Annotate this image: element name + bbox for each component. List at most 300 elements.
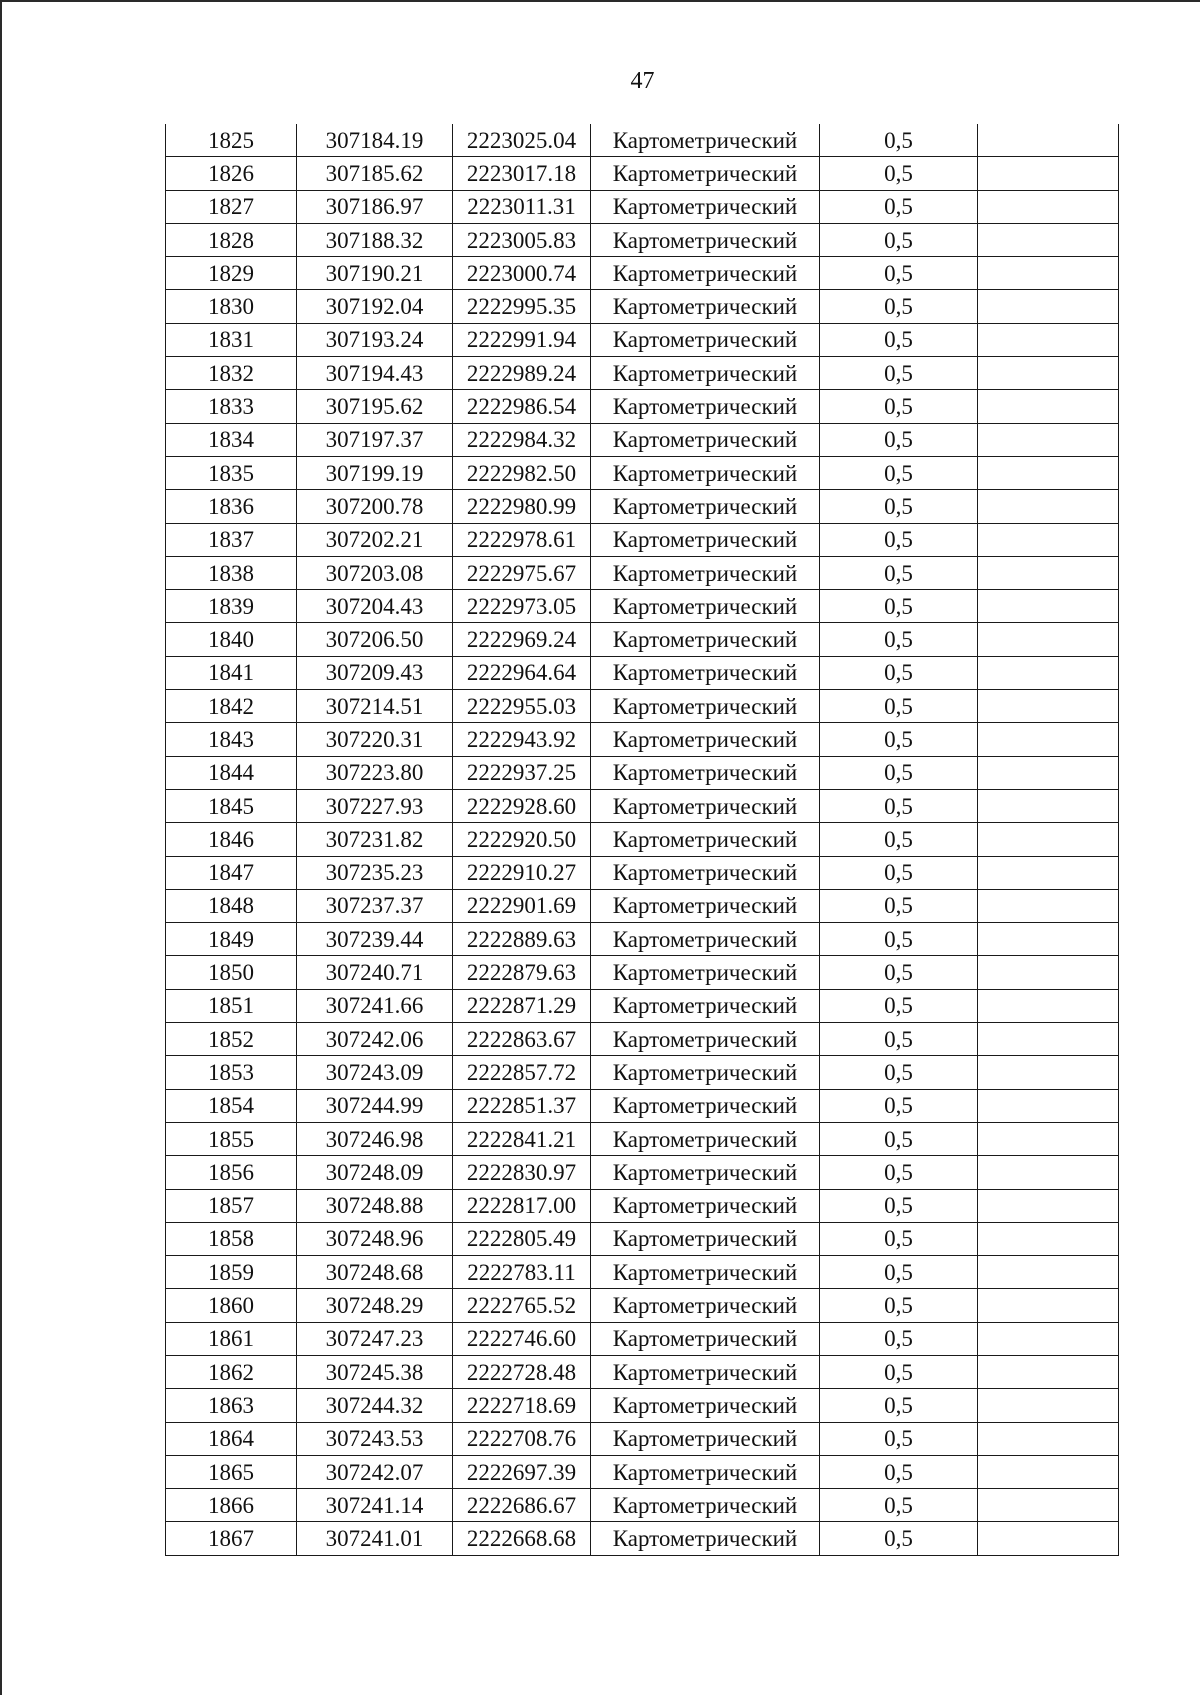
x-coordinate-cell: 307206.50 <box>297 623 453 656</box>
x-coordinate-cell: 307244.32 <box>297 1389 453 1422</box>
x-coordinate-cell: 307200.78 <box>297 490 453 523</box>
y-coordinate-cell: 2222851.37 <box>453 1089 591 1122</box>
accuracy-cell: 0,5 <box>820 523 978 556</box>
method-cell: Картометрический <box>591 1023 820 1056</box>
method-cell: Картометрический <box>591 1455 820 1488</box>
y-coordinate-cell: 2222857.72 <box>453 1056 591 1089</box>
accuracy-cell: 0,5 <box>820 656 978 689</box>
table-row <box>166 357 1119 390</box>
point-number-cell: 1855 <box>166 1122 297 1155</box>
method-cell: Картометрический <box>591 923 820 956</box>
accuracy-cell: 0,5 <box>820 1122 978 1155</box>
y-coordinate-cell: 2223000.74 <box>453 257 591 290</box>
y-coordinate-cell: 2222980.99 <box>453 490 591 523</box>
table-row <box>166 1289 1119 1322</box>
table-row <box>166 656 1119 689</box>
method-cell: Картометрический <box>591 656 820 689</box>
method-cell: Картометрический <box>591 1322 820 1355</box>
method-cell: Картометрический <box>591 223 820 256</box>
point-number-cell: 1863 <box>166 1389 297 1422</box>
x-coordinate-cell: 307190.21 <box>297 257 453 290</box>
table-row <box>166 323 1119 356</box>
x-coordinate-cell: 307239.44 <box>297 923 453 956</box>
table-row <box>166 856 1119 889</box>
y-coordinate-cell: 2222686.67 <box>453 1489 591 1522</box>
method-cell: Картометрический <box>591 423 820 456</box>
table-row <box>166 756 1119 789</box>
y-coordinate-cell: 2222889.63 <box>453 923 591 956</box>
point-number-cell: 1867 <box>166 1522 297 1555</box>
coordinates-table <box>165 124 1119 1556</box>
method-cell: Картометрический <box>591 1389 820 1422</box>
y-coordinate-cell: 2222863.67 <box>453 1023 591 1056</box>
accuracy-cell: 0,5 <box>820 723 978 756</box>
accuracy-cell: 0,5 <box>820 1455 978 1488</box>
note-cell <box>978 423 1119 456</box>
coordinates-table-body <box>166 124 1119 1555</box>
y-coordinate-cell: 2222975.67 <box>453 556 591 589</box>
note-cell <box>978 1023 1119 1056</box>
note-cell <box>978 523 1119 556</box>
method-cell: Картометрический <box>591 323 820 356</box>
y-coordinate-cell: 2222955.03 <box>453 690 591 723</box>
accuracy-cell: 0,5 <box>820 190 978 223</box>
accuracy-cell: 0,5 <box>820 1489 978 1522</box>
x-coordinate-cell: 307244.99 <box>297 1089 453 1122</box>
accuracy-cell: 0,5 <box>820 456 978 489</box>
point-number-cell: 1829 <box>166 257 297 290</box>
note-cell <box>978 590 1119 623</box>
point-number-cell: 1849 <box>166 923 297 956</box>
accuracy-cell: 0,5 <box>820 1389 978 1422</box>
method-cell: Картометрический <box>591 1122 820 1155</box>
x-coordinate-cell: 307202.21 <box>297 523 453 556</box>
point-number-cell: 1850 <box>166 956 297 989</box>
note-cell <box>978 1056 1119 1089</box>
point-number-cell: 1833 <box>166 390 297 423</box>
x-coordinate-cell: 307243.53 <box>297 1422 453 1455</box>
method-cell: Картометрический <box>591 756 820 789</box>
method-cell: Картометрический <box>591 523 820 556</box>
method-cell: Картометрический <box>591 390 820 423</box>
point-number-cell: 1834 <box>166 423 297 456</box>
note-cell <box>978 357 1119 390</box>
method-cell: Картометрический <box>591 856 820 889</box>
accuracy-cell: 0,5 <box>820 823 978 856</box>
point-number-cell: 1828 <box>166 223 297 256</box>
x-coordinate-cell: 307223.80 <box>297 756 453 789</box>
accuracy-cell: 0,5 <box>820 989 978 1022</box>
point-number-cell: 1846 <box>166 823 297 856</box>
table-row <box>166 623 1119 656</box>
note-cell <box>978 124 1119 157</box>
accuracy-cell: 0,5 <box>820 1289 978 1322</box>
point-number-cell: 1857 <box>166 1189 297 1222</box>
table-row <box>166 723 1119 756</box>
table-row <box>166 923 1119 956</box>
point-number-cell: 1840 <box>166 623 297 656</box>
y-coordinate-cell: 2223011.31 <box>453 190 591 223</box>
method-cell: Картометрический <box>591 157 820 190</box>
method-cell: Картометрический <box>591 956 820 989</box>
note-cell <box>978 856 1119 889</box>
note-cell <box>978 1189 1119 1222</box>
point-number-cell: 1862 <box>166 1355 297 1388</box>
method-cell: Картометрический <box>591 789 820 822</box>
x-coordinate-cell: 307240.71 <box>297 956 453 989</box>
accuracy-cell: 0,5 <box>820 290 978 323</box>
point-number-cell: 1830 <box>166 290 297 323</box>
note-cell <box>978 456 1119 489</box>
method-cell: Картометрический <box>591 1089 820 1122</box>
note-cell <box>978 290 1119 323</box>
x-coordinate-cell: 307227.93 <box>297 789 453 822</box>
accuracy-cell: 0,5 <box>820 1023 978 1056</box>
accuracy-cell: 0,5 <box>820 357 978 390</box>
accuracy-cell: 0,5 <box>820 789 978 822</box>
x-coordinate-cell: 307248.29 <box>297 1289 453 1322</box>
table-row <box>166 390 1119 423</box>
table-row <box>166 157 1119 190</box>
method-cell: Картометрический <box>591 889 820 922</box>
note-cell <box>978 157 1119 190</box>
method-cell: Картометрический <box>591 623 820 656</box>
method-cell: Картометрический <box>591 357 820 390</box>
accuracy-cell: 0,5 <box>820 690 978 723</box>
y-coordinate-cell: 2222746.60 <box>453 1322 591 1355</box>
note-cell <box>978 1455 1119 1488</box>
x-coordinate-cell: 307184.19 <box>297 124 453 157</box>
note-cell <box>978 956 1119 989</box>
y-coordinate-cell: 2222991.94 <box>453 323 591 356</box>
x-coordinate-cell: 307241.66 <box>297 989 453 1022</box>
method-cell: Картометрический <box>591 1222 820 1255</box>
y-coordinate-cell: 2222995.35 <box>453 290 591 323</box>
point-number-cell: 1856 <box>166 1156 297 1189</box>
table-row <box>166 1389 1119 1422</box>
table-row <box>166 956 1119 989</box>
x-coordinate-cell: 307199.19 <box>297 456 453 489</box>
method-cell: Картометрический <box>591 1256 820 1289</box>
table-row <box>166 1189 1119 1222</box>
point-number-cell: 1826 <box>166 157 297 190</box>
table-row <box>166 423 1119 456</box>
note-cell <box>978 656 1119 689</box>
note-cell <box>978 323 1119 356</box>
y-coordinate-cell: 2222937.25 <box>453 756 591 789</box>
y-coordinate-cell: 2222830.97 <box>453 1156 591 1189</box>
accuracy-cell: 0,5 <box>820 1522 978 1555</box>
table-row <box>166 1322 1119 1355</box>
x-coordinate-cell: 307185.62 <box>297 157 453 190</box>
page-number: 47 <box>630 68 655 94</box>
x-coordinate-cell: 307241.14 <box>297 1489 453 1522</box>
method-cell: Картометрический <box>591 1289 820 1322</box>
table-row <box>166 456 1119 489</box>
table-row <box>166 1455 1119 1488</box>
point-number-cell: 1831 <box>166 323 297 356</box>
x-coordinate-cell: 307248.09 <box>297 1156 453 1189</box>
point-number-cell: 1851 <box>166 989 297 1022</box>
accuracy-cell: 0,5 <box>820 1322 978 1355</box>
x-coordinate-cell: 307193.24 <box>297 323 453 356</box>
table-row <box>166 556 1119 589</box>
table-row <box>166 1355 1119 1388</box>
note-cell <box>978 490 1119 523</box>
y-coordinate-cell: 2222817.00 <box>453 1189 591 1222</box>
y-coordinate-cell: 2222973.05 <box>453 590 591 623</box>
note-cell <box>978 1522 1119 1555</box>
table-row <box>166 523 1119 556</box>
method-cell: Картометрический <box>591 190 820 223</box>
note-cell <box>978 989 1119 1022</box>
table-row <box>166 1089 1119 1122</box>
y-coordinate-cell: 2223017.18 <box>453 157 591 190</box>
accuracy-cell: 0,5 <box>820 1189 978 1222</box>
method-cell: Картометрический <box>591 1489 820 1522</box>
scan-edge-top <box>0 0 1200 2</box>
note-cell <box>978 1355 1119 1388</box>
x-coordinate-cell: 307197.37 <box>297 423 453 456</box>
y-coordinate-cell: 2222765.52 <box>453 1289 591 1322</box>
y-coordinate-cell: 2222986.54 <box>453 390 591 423</box>
accuracy-cell: 0,5 <box>820 590 978 623</box>
table-row <box>166 223 1119 256</box>
point-number-cell: 1853 <box>166 1056 297 1089</box>
x-coordinate-cell: 307203.08 <box>297 556 453 589</box>
point-number-cell: 1860 <box>166 1289 297 1322</box>
point-number-cell: 1865 <box>166 1455 297 1488</box>
note-cell <box>978 690 1119 723</box>
y-coordinate-cell: 2223025.04 <box>453 124 591 157</box>
table-row <box>166 1256 1119 1289</box>
point-number-cell: 1832 <box>166 357 297 390</box>
method-cell: Картометрический <box>591 1422 820 1455</box>
point-number-cell: 1844 <box>166 756 297 789</box>
accuracy-cell: 0,5 <box>820 124 978 157</box>
point-number-cell: 1838 <box>166 556 297 589</box>
x-coordinate-cell: 307204.43 <box>297 590 453 623</box>
table-row <box>166 1156 1119 1189</box>
x-coordinate-cell: 307231.82 <box>297 823 453 856</box>
accuracy-cell: 0,5 <box>820 490 978 523</box>
point-number-cell: 1825 <box>166 124 297 157</box>
table-row <box>166 1122 1119 1155</box>
note-cell <box>978 823 1119 856</box>
accuracy-cell: 0,5 <box>820 390 978 423</box>
x-coordinate-cell: 307235.23 <box>297 856 453 889</box>
x-coordinate-cell: 307214.51 <box>297 690 453 723</box>
method-cell: Картометрический <box>591 456 820 489</box>
y-coordinate-cell: 2222708.76 <box>453 1422 591 1455</box>
y-coordinate-cell: 2222871.29 <box>453 989 591 1022</box>
note-cell <box>978 1222 1119 1255</box>
x-coordinate-cell: 307194.43 <box>297 357 453 390</box>
accuracy-cell: 0,5 <box>820 157 978 190</box>
method-cell: Картометрический <box>591 590 820 623</box>
note-cell <box>978 257 1119 290</box>
note-cell <box>978 390 1119 423</box>
accuracy-cell: 0,5 <box>820 889 978 922</box>
note-cell <box>978 1156 1119 1189</box>
method-cell: Картометрический <box>591 556 820 589</box>
table-row <box>166 1222 1119 1255</box>
table-row <box>166 257 1119 290</box>
accuracy-cell: 0,5 <box>820 1256 978 1289</box>
method-cell: Картометрический <box>591 1355 820 1388</box>
accuracy-cell: 0,5 <box>820 1156 978 1189</box>
accuracy-cell: 0,5 <box>820 623 978 656</box>
y-coordinate-cell: 2222982.50 <box>453 456 591 489</box>
y-coordinate-cell: 2222805.49 <box>453 1222 591 1255</box>
table-row <box>166 490 1119 523</box>
x-coordinate-cell: 307248.88 <box>297 1189 453 1222</box>
y-coordinate-cell: 2222964.64 <box>453 656 591 689</box>
y-coordinate-cell: 2222879.63 <box>453 956 591 989</box>
point-number-cell: 1827 <box>166 190 297 223</box>
method-cell: Картометрический <box>591 1056 820 1089</box>
note-cell <box>978 623 1119 656</box>
x-coordinate-cell: 307241.01 <box>297 1522 453 1555</box>
method-cell: Картометрический <box>591 257 820 290</box>
table-row <box>166 190 1119 223</box>
table-row <box>166 823 1119 856</box>
method-cell: Картометрический <box>591 1522 820 1555</box>
y-coordinate-cell: 2222928.60 <box>453 789 591 822</box>
note-cell <box>978 1256 1119 1289</box>
table-row <box>166 1023 1119 1056</box>
accuracy-cell: 0,5 <box>820 556 978 589</box>
method-cell: Картометрический <box>591 1189 820 1222</box>
x-coordinate-cell: 307242.07 <box>297 1455 453 1488</box>
y-coordinate-cell: 2222978.61 <box>453 523 591 556</box>
table-row <box>166 1522 1119 1555</box>
point-number-cell: 1841 <box>166 656 297 689</box>
point-number-cell: 1845 <box>166 789 297 822</box>
note-cell <box>978 223 1119 256</box>
method-cell: Картометрический <box>591 490 820 523</box>
y-coordinate-cell: 2222783.11 <box>453 1256 591 1289</box>
point-number-cell: 1847 <box>166 856 297 889</box>
point-number-cell: 1837 <box>166 523 297 556</box>
y-coordinate-cell: 2222728.48 <box>453 1355 591 1388</box>
accuracy-cell: 0,5 <box>820 1089 978 1122</box>
accuracy-cell: 0,5 <box>820 257 978 290</box>
note-cell <box>978 556 1119 589</box>
y-coordinate-cell: 2222718.69 <box>453 1389 591 1422</box>
y-coordinate-cell: 2222969.24 <box>453 623 591 656</box>
accuracy-cell: 0,5 <box>820 856 978 889</box>
method-cell: Картометрический <box>591 690 820 723</box>
x-coordinate-cell: 307243.09 <box>297 1056 453 1089</box>
note-cell <box>978 1489 1119 1522</box>
accuracy-cell: 0,5 <box>820 323 978 356</box>
y-coordinate-cell: 2222668.68 <box>453 1522 591 1555</box>
x-coordinate-cell: 307186.97 <box>297 190 453 223</box>
note-cell <box>978 756 1119 789</box>
y-coordinate-cell: 2222989.24 <box>453 357 591 390</box>
table-row <box>166 1422 1119 1455</box>
point-number-cell: 1852 <box>166 1023 297 1056</box>
note-cell <box>978 1322 1119 1355</box>
table-row <box>166 290 1119 323</box>
point-number-cell: 1836 <box>166 490 297 523</box>
table-row <box>166 1489 1119 1522</box>
x-coordinate-cell: 307248.96 <box>297 1222 453 1255</box>
x-coordinate-cell: 307237.37 <box>297 889 453 922</box>
method-cell: Картометрический <box>591 989 820 1022</box>
x-coordinate-cell: 307248.68 <box>297 1256 453 1289</box>
note-cell <box>978 1389 1119 1422</box>
accuracy-cell: 0,5 <box>820 1355 978 1388</box>
table-row <box>166 989 1119 1022</box>
point-number-cell: 1842 <box>166 690 297 723</box>
point-number-cell: 1835 <box>166 456 297 489</box>
point-number-cell: 1864 <box>166 1422 297 1455</box>
note-cell <box>978 1289 1119 1322</box>
note-cell <box>978 1089 1119 1122</box>
point-number-cell: 1843 <box>166 723 297 756</box>
y-coordinate-cell: 2222920.50 <box>453 823 591 856</box>
x-coordinate-cell: 307220.31 <box>297 723 453 756</box>
note-cell <box>978 723 1119 756</box>
x-coordinate-cell: 307242.06 <box>297 1023 453 1056</box>
point-number-cell: 1839 <box>166 590 297 623</box>
method-cell: Картометрический <box>591 1156 820 1189</box>
y-coordinate-cell: 2222841.21 <box>453 1122 591 1155</box>
point-number-cell: 1866 <box>166 1489 297 1522</box>
note-cell <box>978 789 1119 822</box>
x-coordinate-cell: 307195.62 <box>297 390 453 423</box>
point-number-cell: 1861 <box>166 1322 297 1355</box>
accuracy-cell: 0,5 <box>820 756 978 789</box>
accuracy-cell: 0,5 <box>820 956 978 989</box>
y-coordinate-cell: 2222984.32 <box>453 423 591 456</box>
method-cell: Картометрический <box>591 124 820 157</box>
y-coordinate-cell: 2222910.27 <box>453 856 591 889</box>
accuracy-cell: 0,5 <box>820 223 978 256</box>
point-number-cell: 1854 <box>166 1089 297 1122</box>
note-cell <box>978 923 1119 956</box>
note-cell <box>978 190 1119 223</box>
table-row <box>166 789 1119 822</box>
method-cell: Картометрический <box>591 823 820 856</box>
y-coordinate-cell: 2222901.69 <box>453 889 591 922</box>
note-cell <box>978 1122 1119 1155</box>
y-coordinate-cell: 2222943.92 <box>453 723 591 756</box>
method-cell: Картометрический <box>591 723 820 756</box>
table-row <box>166 1056 1119 1089</box>
x-coordinate-cell: 307188.32 <box>297 223 453 256</box>
note-cell <box>978 1422 1119 1455</box>
x-coordinate-cell: 307209.43 <box>297 656 453 689</box>
table-row <box>166 590 1119 623</box>
x-coordinate-cell: 307246.98 <box>297 1122 453 1155</box>
point-number-cell: 1848 <box>166 889 297 922</box>
x-coordinate-cell: 307192.04 <box>297 290 453 323</box>
accuracy-cell: 0,5 <box>820 423 978 456</box>
x-coordinate-cell: 307245.38 <box>297 1355 453 1388</box>
y-coordinate-cell: 2222697.39 <box>453 1455 591 1488</box>
accuracy-cell: 0,5 <box>820 1056 978 1089</box>
point-number-cell: 1858 <box>166 1222 297 1255</box>
table-row <box>166 124 1119 157</box>
y-coordinate-cell: 2223005.83 <box>453 223 591 256</box>
accuracy-cell: 0,5 <box>820 1422 978 1455</box>
method-cell: Картометрический <box>591 290 820 323</box>
point-number-cell: 1859 <box>166 1256 297 1289</box>
accuracy-cell: 0,5 <box>820 923 978 956</box>
